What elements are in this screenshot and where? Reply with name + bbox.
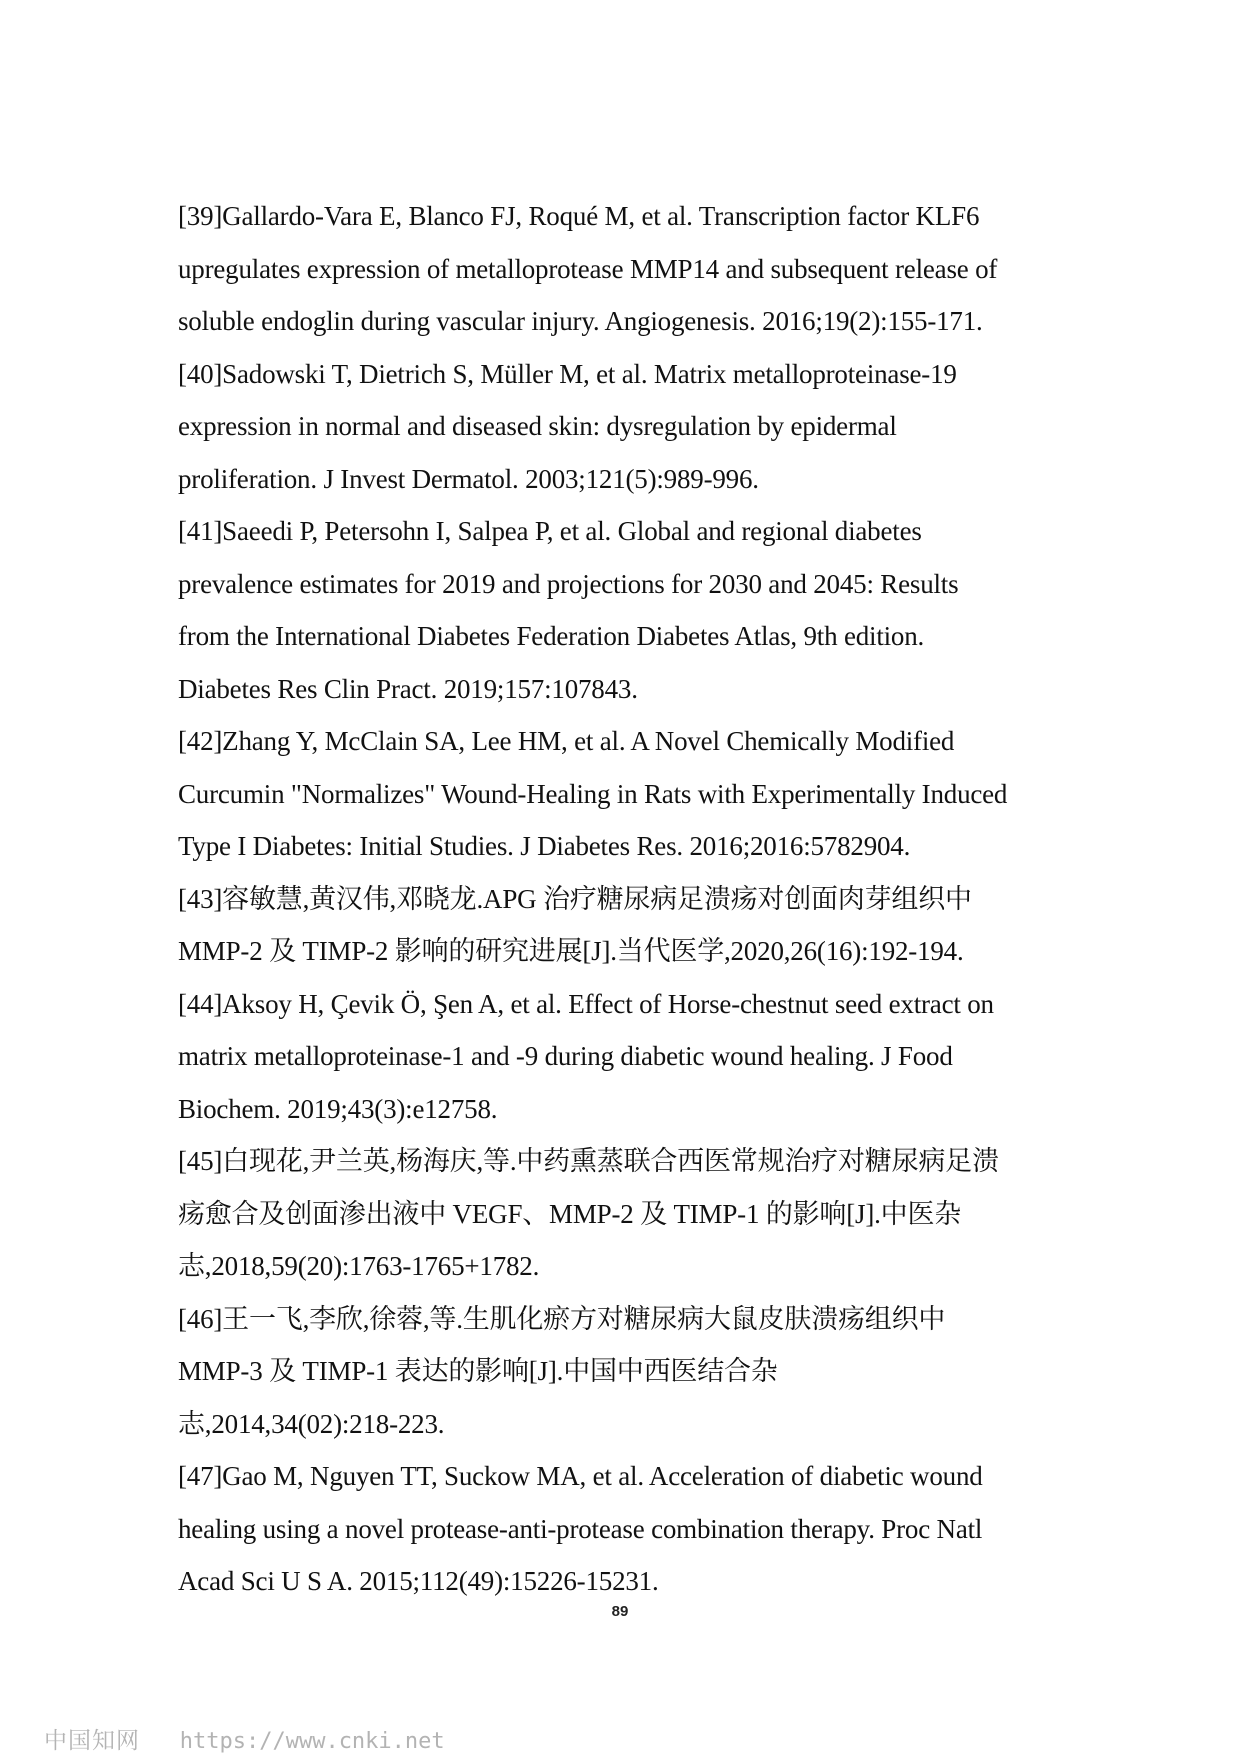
reference-line: [41]Saeedi P, Petersohn I, Salpea P, et al. Global and regional diabetes: [178, 516, 922, 546]
reference-line: MMP-2 及 TIMP-2 影响的研究进展[J].当代医学,2020,26(16):192-194.: [178, 936, 964, 966]
reference-line: [47]Gao M, Nguyen TT, Suckow MA, et al. Acceleration of diabetic wound: [178, 1461, 983, 1491]
reference-line: healing using a novel protease-anti-protease combination therapy. Proc Natl: [178, 1513, 983, 1544]
reference-line: soluble endoglin during vascular injury. Angiogenesis. 2016;19(2):155-171.: [178, 306, 983, 336]
reference-line: [46]王一飞,李欣,徐蓉,等.生肌化瘀方对糖尿病大鼠皮肤溃疡组织中: [178, 1303, 946, 1334]
reference-line: from the International Diabetes Federation Diabetes Atlas, 9th edition.: [178, 621, 925, 651]
reference-line: [43]容敏慧,黄汉伟,邓晓龙.APG 治疗糖尿病足溃疡对创面肉芽组织中: [178, 883, 972, 914]
watermark-url: https://www.cnki.net: [179, 1729, 445, 1754]
watermark-site-name: 中国知网: [44, 1728, 140, 1754]
reference-line: Biochem. 2019;43(3):e12758.: [178, 1093, 498, 1124]
watermark: [44, 1722, 445, 1755]
reference-line: Curcumin "Normalizes" Wound-Healing in Rats with Experimentally Induced: [178, 778, 1008, 809]
reference-line: Acad Sci U S A. 2015;112(49):15226-15231.: [178, 1566, 659, 1596]
reference-line: proliferation. J Invest Dermatol. 2003;121(5):989-996.: [178, 463, 759, 494]
reference-line: expression in normal and diseased skin: dysregulation by epidermal: [178, 411, 897, 441]
reference-line: prevalence estimates for 2019 and projections for 2030 and 2045: Results: [178, 568, 959, 599]
reference-line: [42]Zhang Y, McClain SA, Lee HM, et al. A Novel Chemically Modified: [178, 726, 955, 756]
reference-line: Type I Diabetes: Initial Studies. J Diabetes Res. 2016;2016:5782904.: [178, 831, 911, 861]
reference-line: MMP-3 及 TIMP-1 表达的影响[J].中国中西医结合杂: [178, 1356, 778, 1386]
reference-line: 志,2018,59(20):1763-1765+1782.: [178, 1251, 540, 1281]
reference-line: 疡愈合及创面渗出液中 VEGF、MMP-2 及 TIMP-1 的影响[J].中医杂: [178, 1198, 962, 1229]
reference-line: matrix metalloproteinase-1 and -9 during diabetic wound healing. J Food: [178, 1041, 953, 1071]
reference-line: [45]白现花,尹兰英,杨海庆,等.中药熏蒸联合西医常规治疗对糖尿病足溃: [178, 1146, 999, 1176]
reference-list: [178, 190, 1088, 1608]
reference-line: upregulates expression of metalloprotease MMP14 and subsequent release of: [178, 253, 998, 284]
reference-line: [40]Sadowski T, Dietrich S, Müller M, et al. Matrix metalloproteinase-19: [178, 358, 957, 389]
reference-line: [44]Aksoy H, Çevik Ö, Şen A, et al. Effect of Horse-chestnut seed extract on: [178, 988, 994, 1019]
reference-line: 志,2014,34(02):218-223.: [178, 1408, 445, 1439]
reference-line: [39]Gallardo-Vara E, Blanco FJ, Roqué M, et al. Transcription factor KLF6: [178, 201, 980, 231]
reference-line: Diabetes Res Clin Pract. 2019;157:107843.: [178, 673, 638, 704]
page-number: 89: [611, 1603, 629, 1620]
